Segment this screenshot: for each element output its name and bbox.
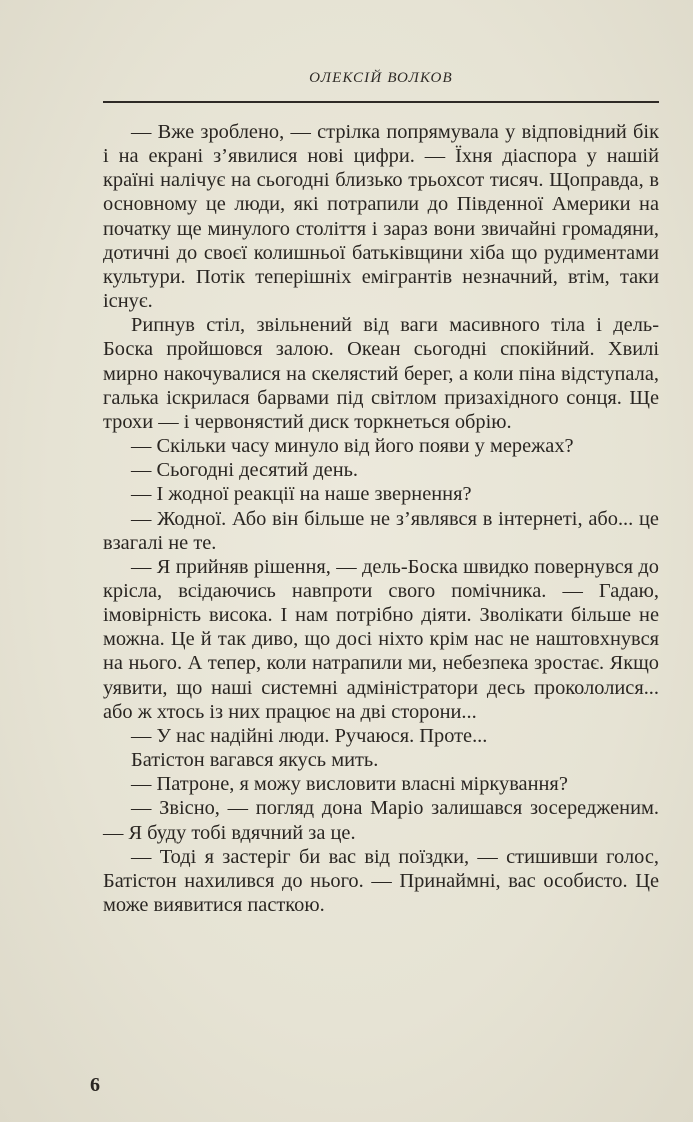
header-rule — [103, 101, 659, 103]
paragraph: — У нас надійні люди. Ручаюся. Проте... — [131, 724, 488, 747]
paragraph: — Вже зроблено, — стрілка попрямувала у відповідний бік і на екрані з’явилися нові цифри. — Їхня діаспора у нашій країні налічує на сьогодні близько трьохсот тисяч. Щоправда, в основному це люди, які потрапили до Південної Америки на початку ще минулого століття і зараз вони звичайні громадяни, дотичні до своєї колишньої батьківщини хіба що рудиментами культури. Потік теперішніх емігрантів незначний, втім, таки існує. — [103, 121, 659, 313]
paragraph: Рипнув стіл, звільнений від ваги масивного тіла і дель-Боска пройшовся залою. Океан сьогодні спокійний. Хвилі мирно накочувалися на скелястий берег, а коли піна відступала, галька іскрилася барвами під світлом призахідного сонця. Ще трохи — і червонястий диск торкнеться обрію. — [103, 314, 659, 433]
paragraph: Батістон вагався якусь мить. — [131, 749, 379, 772]
paragraph: — Жодної. Або він більше не з’являвся в інтернеті, або... це взагалі не те. — [103, 507, 659, 554]
paragraph: — Тоді я застеріг би вас від поїздки, — стишивши голос, Батістон нахилився до нього. — Принаймні, вас особисто. Це може виявитися пасткою. — [103, 845, 659, 916]
paragraph: — Скільки часу минуло від його появи у мережах? — [131, 435, 574, 458]
paragraph: — І жодної реакції на наше звернення? — [131, 483, 472, 506]
paragraph: — Звісно, — погляд дона Маріо залишався зосередженим. — Я буду тобі вдячний за це. — [103, 797, 659, 844]
running-head: ОЛЕКСІЙ ВОЛКОВ — [309, 70, 453, 86]
paragraph: — Патроне, я можу висловити власні міркування? — [131, 773, 568, 796]
page-number: 6 — [90, 1074, 100, 1096]
body-text — [103, 120, 659, 917]
paragraph: — Сьогодні десятий день. — [131, 459, 359, 482]
paragraph: — Я прийняв рішення, — дель-Боска швидко повернувся до крісла, всідаючись навпроти свого помічника. — Гадаю, імовірність висока. І нам потрібно діяти. Зволікати більше не можна. Це й так диво, що досі ніхто крім нас не наштовхнувся на нього. А тепер, коли натрапили ми, небезпека зростає. Якщо уявити, що наші системні адміністратори десь прокололися... або ж хтось із них працює на дві сторони... — [103, 555, 659, 723]
